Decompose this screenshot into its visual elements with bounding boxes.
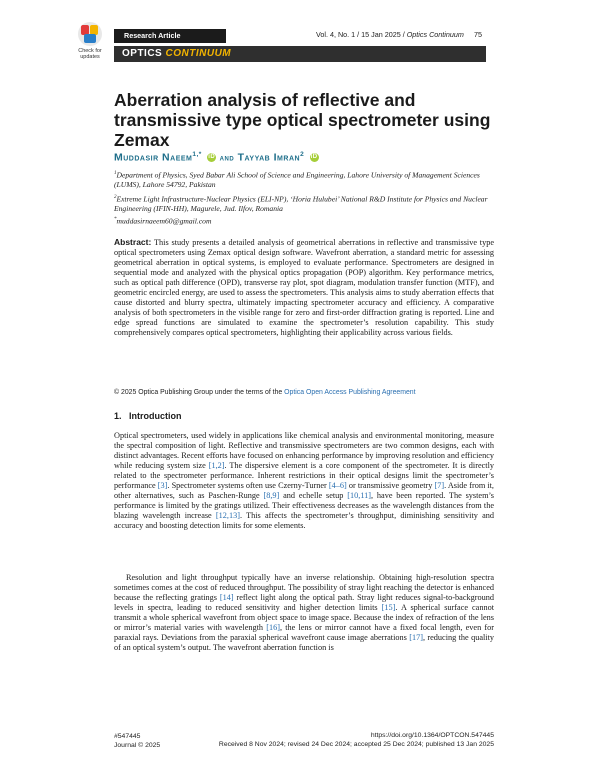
doi-link[interactable]: https://doi.org/10.1364/OPTCON.547445: [370, 732, 494, 739]
citation[interactable]: [1,2]: [208, 461, 225, 471]
citation[interactable]: [17]: [409, 633, 423, 643]
citation[interactable]: [16]: [266, 623, 280, 633]
journal-italic: Optics Continuum: [406, 30, 464, 39]
affiliation-1: $^1$Department of Physics, Syed Babar Ali School of Science and Engineering, Lahore University of Management Sciences (LUMS), Lahore 54792, Pakistan: [114, 170, 480, 190]
volume-text: Vol. 4, No. 1 / 15 Jan 2025 /: [316, 30, 407, 39]
section-heading: 1. Introduction: [114, 411, 182, 421]
orcid-icon[interactable]: iD: [310, 154, 318, 161]
author-and: and: [219, 152, 235, 163]
citation[interactable]: [4–6]: [328, 481, 347, 491]
citation[interactable]: [7]: [434, 481, 445, 491]
abstract: [114, 237, 494, 338]
journal-copyright: Journal © 2025: [114, 742, 161, 749]
crossmark-badge[interactable]: [76, 22, 104, 72]
author-list: [114, 151, 319, 164]
author-2: Tayyab Imran: [237, 151, 301, 164]
author-2-sup: 2: [300, 151, 305, 158]
history-dates: Received 8 Nov 2024; revised 24 Dec 2024; accepted 25 Dec 2024; published 13 Jan 2025: [218, 741, 494, 748]
citation[interactable]: [15]: [381, 603, 396, 613]
license-statement: © 2025 Optica Publishing Group under the terms of the Optica Open Access Publishing Agreement: [114, 389, 416, 396]
journal-logo: OPTICS CONTINUUM: [122, 48, 232, 59]
article-title: Aberration analysis of reflective and transmissive type optical spectrometer using Zemax: [114, 90, 491, 150]
affiliation-2: $^2$Extreme Light Infrastructure-Nuclear Physics (ELI-NP), ‘Horia Hulubei’ National R&D Institute for Physics and Nuclear Engineering (IFIN-HH), Magurele, Jud. Ilfov, Romania: [114, 194, 488, 214]
citation[interactable]: [8,9]: [263, 491, 280, 501]
corresponding-email[interactable]: *muddasirnaeem60@gmail.com: [114, 216, 212, 226]
paragraph-2: Resolution and light throughput typically have an inverse relationship. Obtaining high-resolution spectra sometimes comes at the cost of reduced throughput. The possibility of stray light reaching the detector is enhanced because the reflecting gratings [14] reflect light along the optical path. Stray light reduces signal-to-background levels in spectra, leading to reduced sensitivity and higher detection limits [15]. A spherical surface cannot transmit a whole spherical wavefront from object space to image space. Because the index of refraction of the lens or mirror’s material varies with wavelength [16], the lens or mirror cannot have a fixed focal length, even for paraxial rays. Deviations from the paraxial spherical wavefront cause image aberrations [17], reducing the quality of an optical system’s output. The wavefront aberration function is: [114, 573, 494, 653]
article-id: #547445: [114, 733, 141, 740]
citation[interactable]: [3]: [157, 481, 168, 491]
author-1-sup: 1,*: [192, 151, 202, 158]
page-number: 75: [474, 30, 482, 39]
citation[interactable]: [12,13]: [215, 511, 240, 521]
author-1: Muddasir Naeem: [114, 151, 193, 164]
journal-banner: [114, 46, 486, 62]
citation[interactable]: [14]: [219, 593, 234, 603]
orcid-icon[interactable]: iD: [208, 154, 216, 161]
crossmark-text: Check for updates: [78, 48, 102, 60]
crossmark-icon: [78, 22, 102, 46]
paragraph-1: Optical spectrometers, used widely in applications like chemical analysis and environmental monitoring, measure the spectral composition of light. Reflective and transmissive spectrometers are two common designs, each with distinct advantages. Recent efforts have focused on enhancing performance by improving resolution and efficiency while reducing system size [1,2]. The dispersive element is a core component of the spectrometer. It is directly related to the spectrometer performance. Inherent restrictions in their optical designs limit the spectrometer’s performance [3]. Spectrometer systems often use Czerny-Turner [4–6] or transmissive geometry [7]. Aside from it, other alternatives, such as Paschen-Runge [8,9] and echelle setup [10,11], have been reported. The system’s performance is limited by the gratings utilized. Their effectiveness decreases as the wavelength distances from the blazing wavelength increase [12,13]. This affects the spectrometer’s throughput, diminishing sensitivity and accuracy and boosting detection limits for some elements.: [114, 431, 495, 531]
abstract-label: Abstract:: [114, 237, 152, 247]
article-type-tag: Research Article: [114, 29, 226, 43]
abstract-text: This study presents a detailed analysis of geometrical aberrations in reflective and transmissive type optical spectrometers using Zemax optical design software. Wavefront aberration, a standard metric for assessing geometrical aberration in optical systems, is employed to evaluate performance. Spectrometers are designed in sequential mode and analyzed with the physical optics propagation (POP) algorithm. Key performance metrics, such as optical path difference (OPD), transverse ray plot, spot diagram, modulation transfer function (MTF), and geometric encircled energy, are used to assess the spectrometers. This analysis aims to study aberration effects that cause distorted and blurry spectra, ultimately impacting spectrometer accuracy and efficiency. A comparative analysis of both spectrometers in the visible range for zero and first-order diffraction grating is reported. Line and edge spread functions are simulated to examine the spectrometer’s resolution capability. This study comprehensively compares optical spectrometers, highlighting their applicability across various fields.: [114, 238, 495, 338]
citation[interactable]: [10,11]: [347, 491, 372, 501]
license-link[interactable]: Optica Open Access Publishing Agreement: [284, 389, 416, 396]
volume-info: [316, 30, 464, 39]
footer-left: [114, 732, 160, 750]
